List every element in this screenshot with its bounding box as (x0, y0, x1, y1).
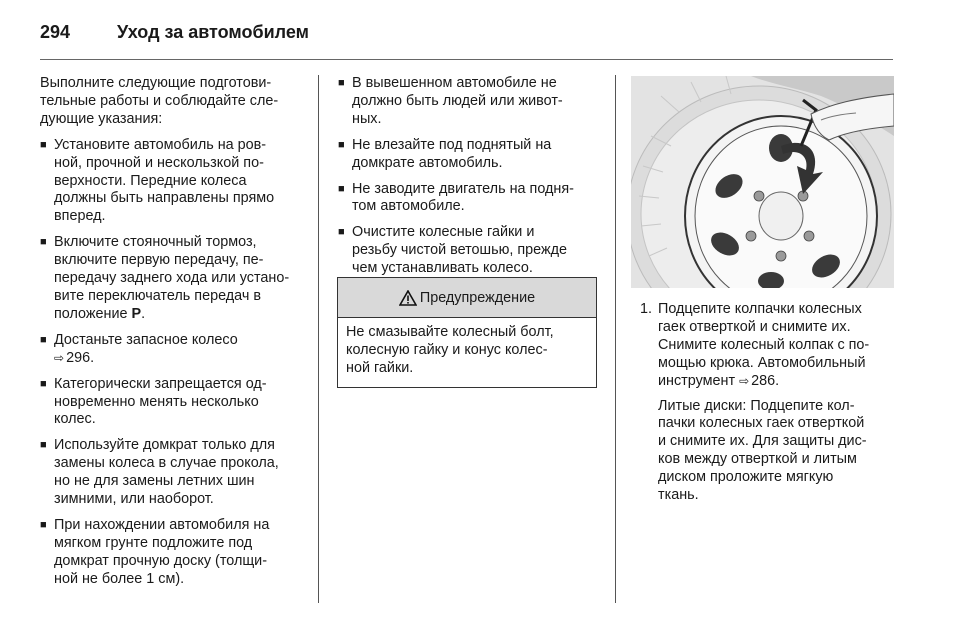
intro-paragraph: Выполните следующие подготови- тельные работы и соблюдайте сле- дующие указания: (40, 75, 279, 127)
bullet-square-icon: ■ (40, 439, 47, 452)
bullet-item: ■ Установите автомобиль на ров- ной, прочной и нескользкой по- верхности. Передние колеса должны быть направлены прямо вперед. (40, 136, 275, 225)
warning-header (338, 278, 596, 318)
page-reference-link[interactable]: 296. (66, 349, 95, 366)
column-divider-1 (318, 75, 319, 603)
bullet-square-icon: ■ (338, 182, 345, 195)
column-divider-2 (615, 75, 616, 603)
bullet-square-icon: ■ (338, 138, 345, 151)
warning-triangle-icon (399, 290, 417, 306)
page-title: Уход за автомобилем (117, 22, 309, 42)
bullet-square-icon: ■ (338, 226, 345, 239)
alloy-wheel-note: Литые диски: Подцепите кол- пачки колесных гаек отверткой и снимите их. Для защиты дис- ков между отверткой и литым диском проложите мягкую ткань. (658, 397, 867, 504)
header-rule (40, 59, 893, 60)
bullet-item: ■ В вывешенном автомобиле не должно быть людей или живот- ных. (338, 75, 563, 127)
bullet-item: ■ Включите стояночный тормоз, включите первую передачу, пе- передачу заднего хода или устано- вите переключатель передач в положение P. (40, 234, 290, 322)
bullet-item: ■ Категорически запрещается од- новременно менять несколько колес. (40, 375, 267, 428)
bullet-item: ■ Не заводите двигатель на подня- том автомобиле. (338, 180, 574, 215)
bullet-item: ■ Очистите колесные гайки и резьбу чистой ветошью, прежде чем устанавливать колесо. (338, 224, 568, 277)
bullet-square-icon: ■ (40, 333, 47, 346)
bullet-square-icon: ■ (338, 77, 345, 89)
bullet-item: ■ При нахождении автомобиля на мягком грунте подложите под домкрат прочную доску (толщи- ной не более 1 см). (40, 516, 270, 587)
column-2 (338, 75, 600, 286)
warning-title: Предупреждение (419, 289, 536, 306)
warning-body: Не смазывайте колесный болт, колесную гайку и конус колес- ной гайки. (346, 324, 554, 376)
bullet-square-icon: ■ (40, 138, 47, 151)
page-number: 294 (40, 22, 71, 42)
bullet-item: ■ Используйте домкрат только для замены колеса в случае прокола, но не для замены летних шин зимними, или наоборот. (40, 437, 279, 508)
page-reference-icon: ⇨ (739, 373, 750, 388)
wheel-hubcap-image (631, 76, 894, 288)
instruction-step-1: 1. Подцепите колпачки колесных гаек отверткой и снимите их. Снимите колесный колпак с по- мощью крюка. Автомобильный инструмент ⇨ 286. Литые диски: Подцепите кол- пачки колесных гаек отверткой и снимите их. Для защиты дис- ков между отверткой и литым диском проложите мягкую ткань. (640, 301, 894, 505)
bullet-item: ■ Достаньте запасное колесо ⇨ 296. (40, 331, 238, 366)
step-number: 1. (640, 301, 653, 317)
bullet-square-icon: ■ (40, 377, 47, 390)
warning-box (337, 277, 597, 388)
column-1 (40, 75, 308, 597)
page-reference-link[interactable]: 286. (751, 372, 780, 389)
page-reference-icon: ⇨ (54, 350, 65, 365)
bullet-item: ■ Не влезайте под поднятый на домкрате автомобиль. (338, 136, 552, 171)
gear-position-label: P (131, 305, 142, 322)
bullet-square-icon: ■ (40, 236, 47, 249)
wheel-cover-illustration (631, 76, 894, 288)
bullet-square-icon: ■ (40, 518, 47, 531)
